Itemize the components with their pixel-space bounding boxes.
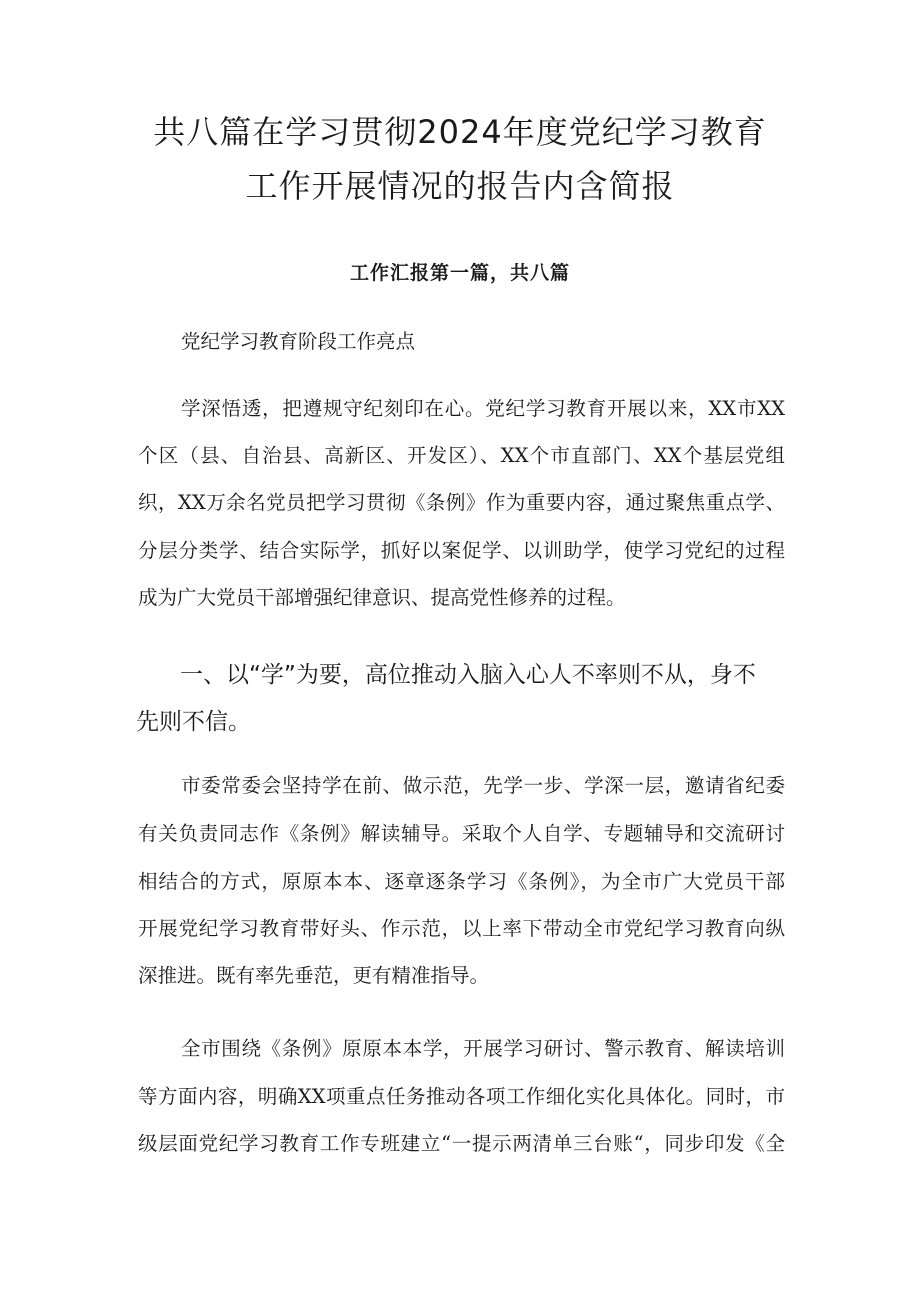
- paragraph-2-line: 开展党纪学习教育带好头、作示范，以上率下带动全市党纪学习教育向纵: [138, 917, 785, 940]
- paragraph-1-line: 成为广大党员干部增强纪律意识、提高党性修养的过程。: [138, 586, 626, 609]
- report-subtitle: 工作汇报第一篇，共八篇: [349, 262, 570, 284]
- paragraph-3-line: 等方面内容，明确XX项重点任务推动各项工作细化实化具体化。同时，市: [138, 1085, 785, 1108]
- paragraph-2-line: 市委常委会坚持学在前、做示范，先学一步、学深一层，邀请省纪委: [181, 774, 785, 797]
- paragraph-1-line: 织，XX万余名党员把学习贯彻《条例》作为重要内容，通过聚焦重点学、: [138, 491, 785, 514]
- paragraph-1-line: 学深悟透，把遵规守纪刻印在心。党纪学习教育开展以来，XX市XX: [181, 397, 785, 420]
- paragraph-2-line: 深推进。既有率先垂范，更有精准指导。: [138, 964, 490, 987]
- paragraph-3-line: 级层面党纪学习教育工作专班建立“一提示两清单三台账“，同步印发《全: [138, 1132, 785, 1155]
- paragraph-1-line: 分层分类学、结合实际学，抓好以案促学、以训助学，使学习党纪的过程: [138, 539, 785, 562]
- document-title-line-2: 工作开展情况的报告内含简报: [245, 167, 675, 205]
- section-heading-line-1: 一、以“学”为要，高位推动入脑入心人不率则不从，身不: [180, 662, 756, 688]
- document-title-line-1: 共八篇在学习贯彻2024年度党纪学习教育: [153, 113, 767, 151]
- paragraph-2-line: 有关负责同志作《条例》解读辅导。采取个人自学、专题辅导和交流研讨: [138, 822, 785, 845]
- paragraph-1-line: 个区（县、自治县、高新区、开发区）、XX个市直部门、XX个基层党组: [138, 444, 785, 467]
- paragraph-3-line: 全市围绕《条例》原原本本学，开展学习研讨、警示教育、解读培训: [181, 1037, 785, 1060]
- section-heading-line-2: 先则不信。: [136, 709, 251, 735]
- paragraph-2-line: 相结合的方式，原原本本、逐章逐条学习《条例》，为全市广大党员干部: [138, 870, 785, 893]
- section-label: 党纪学习教育阶段工作亮点: [181, 330, 416, 353]
